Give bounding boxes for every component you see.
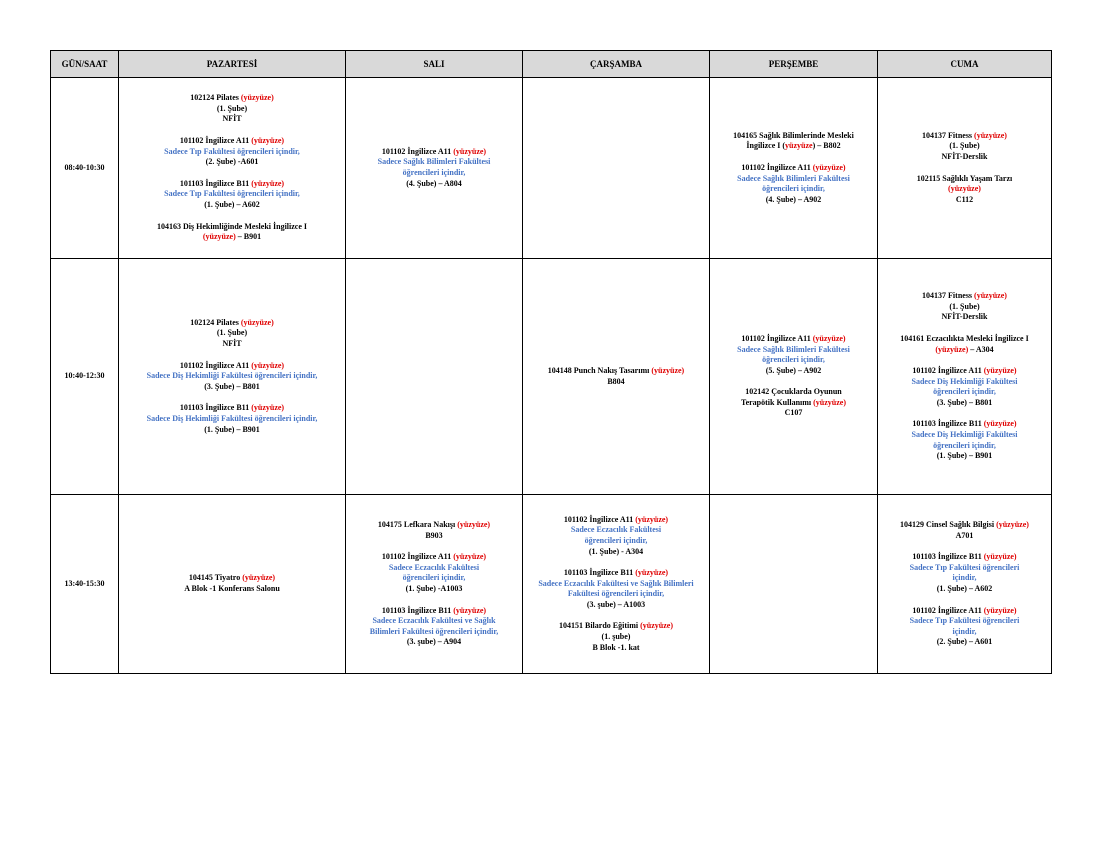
course-line (122, 318, 342, 329)
course-line (881, 520, 1048, 531)
cell-tuesday (346, 78, 523, 259)
course-line (122, 328, 342, 339)
course-entry (881, 366, 1048, 408)
course-line (122, 584, 342, 595)
course-line (881, 152, 1048, 163)
mode-text: (yüzyüze) (812, 333, 846, 343)
weekly-schedule-table (50, 50, 1052, 674)
mode-text: (yüzyüze) (635, 514, 669, 524)
course-text: ) – B802 (812, 141, 841, 151)
course-line (526, 621, 706, 632)
mode-text: (yüzyüze) (813, 397, 847, 407)
course-line (713, 366, 874, 377)
course-text: (2. Şube) – A601 (936, 637, 993, 647)
course-line (713, 398, 874, 409)
time-slot: 08:40-10:30 (51, 78, 119, 259)
eligibility-note: Sadece Diş Hekimliği Fakültesi (911, 376, 1018, 386)
cell-thursday (710, 78, 878, 259)
course-line (881, 377, 1048, 388)
eligibility-note: Sadece Sağlık Bilimleri Fakültesi (737, 173, 850, 183)
eligibility-note: Sadece Eczacılık Fakültesi (388, 562, 480, 572)
course-text: C107 (784, 408, 803, 418)
course-text: 102124 Pilates (190, 317, 241, 327)
header-tuesday: SALI (346, 51, 523, 78)
cell-wednesday (523, 78, 710, 259)
eligibility-note: Sadece Sağlık Bilimleri Fakültesi (377, 157, 491, 167)
course-text: 101102 İngilizce A11 (179, 136, 252, 146)
header-wednesday: ÇARŞAMBA (523, 51, 710, 78)
course-text: 102142 Çocuklarda Oyunun (745, 387, 842, 397)
schedule-row-2 (51, 495, 1052, 674)
course-text: 101103 İngilizce B11 (179, 403, 252, 413)
course-line (526, 632, 706, 643)
course-line (349, 168, 519, 179)
course-entry (881, 606, 1048, 648)
course-text: (4. Şube) – A902 (765, 194, 822, 204)
course-entry (881, 291, 1048, 323)
course-text: – A304 (968, 344, 994, 354)
course-text: (1. Şube) – B901 (936, 451, 993, 461)
eligibility-note: Sadece Tıp Fakültesi öğrencileri içindir, (164, 146, 300, 156)
course-entry (526, 366, 706, 387)
mode-text: (yüzyüze) (974, 130, 1007, 140)
cell-tuesday (346, 495, 523, 674)
mode-text: (yüzyüze) (948, 184, 981, 194)
course-line (881, 141, 1048, 152)
course-line (713, 184, 874, 195)
course-text: 101103 İngilizce B11 (179, 178, 252, 188)
course-text: (1. şube) (601, 632, 631, 642)
course-entry (349, 520, 519, 541)
course-line (881, 312, 1048, 323)
eligibility-note: Sadece Diş Hekimliği Fakültesi (911, 430, 1018, 440)
eligibility-note: öğrencileri içindir, (933, 440, 996, 450)
mode-text: (yüzyüze) (640, 621, 673, 631)
course-line (881, 195, 1048, 206)
eligibility-note: Sadece Sağlık Bilimleri Fakültesi (737, 344, 850, 354)
course-entry (122, 179, 342, 211)
course-line (881, 430, 1048, 441)
course-line (122, 361, 342, 372)
cell-thursday (710, 259, 878, 495)
mode-text: (yüzyüze) (974, 291, 1007, 301)
course-line (122, 414, 342, 425)
course-line (526, 536, 706, 547)
course-entry (881, 419, 1048, 461)
course-entry (122, 136, 342, 168)
course-line (881, 291, 1048, 302)
time-slot: 10:40-12:30 (51, 259, 119, 495)
course-line (349, 637, 519, 648)
course-text: 104129 Cinsel Sağlık Bilgisi (900, 520, 997, 530)
header-thursday: PERŞEMBE (710, 51, 878, 78)
course-text: 101103 İngilizce B11 (912, 419, 984, 429)
course-line (122, 382, 342, 393)
course-text: (1. Şube) -A1003 (405, 584, 463, 593)
eligibility-note: Sadece Eczacılık Fakültesi ve Sağlık (372, 616, 496, 626)
cell-thursday (710, 495, 878, 674)
course-line (881, 441, 1048, 452)
course-line (713, 141, 874, 152)
mode-text: (yüzyüze) (453, 146, 487, 156)
course-line (713, 195, 874, 206)
course-text: (1. Şube) (216, 328, 248, 338)
course-text: 104148 Punch Nakış Tasarımı (547, 365, 652, 375)
course-entry (881, 334, 1048, 355)
course-line (122, 403, 342, 414)
mode-text: (yüzyüze) (240, 93, 274, 103)
course-line (122, 573, 342, 584)
course-entry (881, 131, 1048, 163)
course-line (713, 163, 874, 174)
course-text: 101103 İngilizce B11 (381, 605, 454, 615)
course-line (881, 637, 1048, 648)
course-line (881, 184, 1048, 195)
course-line (881, 606, 1048, 617)
course-text: A Blok -1 Konferans Salonu (184, 584, 280, 593)
eligibility-note: Sadece Eczacılık Fakültesi ve Sağlık Bilimleri Fakültesi öğrencileri içindir, (538, 578, 694, 599)
mode-text: (yüzyüze) (983, 552, 1017, 562)
course-line (122, 222, 342, 233)
course-line (122, 189, 342, 200)
course-line (881, 584, 1048, 595)
mode-text: (yüzyüze) (996, 520, 1029, 530)
cell-friday (878, 78, 1052, 259)
course-text: (1. Şube) (949, 141, 980, 151)
header-day-time: GÜN/SAAT (51, 51, 119, 78)
course-line (713, 174, 874, 185)
course-entry (526, 568, 706, 610)
course-line (881, 531, 1048, 542)
course-line (122, 157, 342, 168)
mode-text: (yüzyüze) (251, 136, 285, 146)
course-line (526, 600, 706, 611)
course-line (349, 531, 519, 542)
course-line (526, 568, 706, 579)
course-line (881, 131, 1048, 142)
mode-text: (yüzyüze) (635, 568, 669, 578)
course-text: 104137 Fitness (922, 130, 975, 140)
mode-text: (yüzyüze) (457, 520, 491, 530)
course-line (526, 547, 706, 558)
course-entry (526, 515, 706, 557)
course-text: 104161 Eczacılıkta Mesleki İngilizce I (900, 333, 1029, 343)
course-entry (122, 361, 342, 393)
course-text: (5. Şube) – A902 (765, 365, 822, 375)
course-line (526, 515, 706, 526)
course-text: 102124 Pilates (190, 93, 241, 103)
mode-text: (yüzyüze) (453, 552, 487, 562)
course-line (526, 377, 706, 388)
course-text: 101102 İngilizce A11 (741, 162, 813, 172)
cell-wednesday (523, 495, 710, 674)
eligibility-note: Sadece Diş Hekimliği Fakültesi öğrencileri içindir, (146, 413, 318, 423)
mode-text: (yüzyüze) (983, 366, 1017, 376)
cell-wednesday (523, 259, 710, 495)
course-text: (1. Şube) – B901 (204, 424, 260, 434)
course-line (349, 627, 519, 638)
course-text: 104175 Lefkara Nakışı (377, 520, 458, 530)
course-text: B804 (607, 376, 625, 386)
course-line (881, 345, 1048, 356)
course-text: (1. Şube) - A304 (588, 546, 644, 556)
eligibility-note: içindir, (952, 626, 977, 636)
course-text: 102115 Sağlıklı Yaşam Tarzı (916, 173, 1013, 183)
course-text: NFİT-Derslik (941, 151, 988, 161)
course-line (881, 387, 1048, 398)
course-line (713, 131, 874, 142)
mode-text: (yüzyüze) (983, 605, 1017, 615)
mode-text: yüzyüze (785, 141, 813, 151)
course-entry (713, 387, 874, 419)
course-entry (122, 318, 342, 350)
course-line (349, 606, 519, 617)
mode-text: (yüzyüze) (935, 344, 969, 354)
course-line (349, 584, 519, 595)
course-text: (1. Şube) (216, 103, 248, 113)
course-text: (1. Şube) – A602 (204, 199, 260, 209)
course-text: B Blok -1. kat (592, 642, 640, 652)
course-entry (526, 621, 706, 653)
course-entry (122, 403, 342, 435)
eligibility-note: Bilimleri Fakültesi öğrencileri içindir, (369, 626, 499, 636)
course-text: (4. Şube) – A804 (406, 178, 462, 188)
course-text: 101102 İngilizce A11 (912, 366, 984, 376)
course-text: NFİT (222, 114, 242, 124)
course-line (122, 93, 342, 104)
course-line (122, 232, 342, 243)
mode-text: (yüzyüze) (453, 605, 487, 615)
course-entry (122, 222, 342, 243)
course-line (526, 579, 706, 600)
course-text: – B901 (235, 232, 262, 242)
course-line (713, 355, 874, 366)
header-friday: CUMA (878, 51, 1052, 78)
course-entry (349, 606, 519, 648)
course-text: 104145 Tiyatro (188, 573, 243, 583)
course-line (881, 451, 1048, 462)
mode-text: (yüzyüze) (251, 178, 285, 188)
cell-monday (119, 78, 346, 259)
course-line (881, 563, 1048, 574)
cell-friday (878, 495, 1052, 674)
course-entry (349, 147, 519, 189)
course-text: 104163 Diş Hekimliğinde Mesleki İngilizce I (157, 221, 307, 231)
course-line (122, 179, 342, 190)
course-line (122, 136, 342, 147)
course-text: C112 (955, 194, 974, 204)
course-line (881, 398, 1048, 409)
course-line (122, 425, 342, 436)
course-line (881, 616, 1048, 627)
course-line (526, 643, 706, 654)
course-line (881, 302, 1048, 313)
mode-text: (yüzyüze) (651, 365, 685, 375)
course-text: (3. şube) – A904 (406, 637, 462, 647)
cell-monday (119, 495, 346, 674)
course-line (881, 419, 1048, 430)
course-text: (1. Şube) (949, 301, 980, 311)
course-text: 101102 İngilizce A11 (563, 514, 636, 524)
course-line (713, 408, 874, 419)
course-line (349, 563, 519, 574)
eligibility-note: öğrencileri içindir, (933, 387, 996, 397)
course-text: (3. Şube) – B801 (936, 397, 993, 407)
mode-text: (yüzyüze) (202, 232, 236, 242)
course-line (881, 366, 1048, 377)
course-text: 101102 İngilizce A11 (179, 360, 252, 370)
course-entry (713, 334, 874, 376)
course-line (713, 334, 874, 345)
header-row (51, 51, 1052, 78)
course-text: 101103 İngilizce B11 (563, 568, 636, 578)
course-text: 101102 İngilizce A11 (912, 605, 984, 615)
header-monday: PAZARTESİ (119, 51, 346, 78)
course-line (349, 147, 519, 158)
course-entry (122, 93, 342, 125)
time-slot: 13:40-15:30 (51, 495, 119, 674)
schedule-row-0 (51, 78, 1052, 259)
course-text: (2. Şube) -A601 (205, 157, 259, 167)
course-line (349, 573, 519, 584)
course-line (881, 627, 1048, 638)
course-text: 101102 İngilizce A11 (381, 552, 454, 562)
course-line (122, 200, 342, 211)
course-text: 101102 İngilizce A11 (741, 333, 813, 343)
eligibility-note: Sadece Tıp Fakültesi öğrencileri (909, 616, 1020, 626)
course-entry (881, 174, 1048, 206)
course-line (349, 552, 519, 563)
course-line (526, 525, 706, 536)
course-text: B903 (425, 530, 443, 540)
course-text: 104165 Sağlık Bilimlerinde Mesleki (733, 130, 854, 140)
course-entry (122, 573, 342, 594)
course-line (122, 371, 342, 382)
eligibility-note: öğrencileri içindir, (402, 573, 466, 583)
course-text: İngilizce I ( (746, 141, 786, 151)
course-line (349, 179, 519, 190)
eligibility-note: içindir, (952, 573, 977, 583)
course-line (713, 345, 874, 356)
course-entry (881, 520, 1048, 541)
course-line (349, 157, 519, 168)
course-line (122, 114, 342, 125)
course-line (881, 174, 1048, 185)
course-text: 104151 Bilardo Eğitimi (558, 621, 641, 631)
course-text: 101102 İngilizce A11 (381, 146, 454, 156)
mode-text: (yüzyüze) (251, 403, 285, 413)
course-entry (349, 552, 519, 594)
course-line (881, 573, 1048, 584)
course-line (349, 520, 519, 531)
course-entry (881, 552, 1048, 594)
course-text: 104137 Fitness (922, 291, 975, 301)
course-text: (3. şube) – A1003 (586, 599, 646, 609)
schedule-row-1 (51, 259, 1052, 495)
cell-monday (119, 259, 346, 495)
mode-text: (yüzyüze) (251, 360, 285, 370)
eligibility-note: Sadece Tıp Fakültesi öğrencileri (909, 562, 1020, 572)
course-text: NFİT-Derslik (941, 312, 988, 322)
course-line (122, 104, 342, 115)
course-line (349, 616, 519, 627)
course-line (122, 339, 342, 350)
eligibility-note: öğrencileri içindir, (402, 168, 466, 177)
cell-friday (878, 259, 1052, 495)
course-text: 101103 İngilizce B11 (912, 552, 984, 562)
course-text: A701 (955, 530, 974, 540)
mode-text: (yüzyüze) (812, 162, 846, 172)
eligibility-note: Sadece Tıp Fakültesi öğrencileri içindir, (164, 189, 300, 199)
cell-tuesday (346, 259, 523, 495)
course-text: (3. Şube) – B801 (204, 381, 260, 391)
course-line (881, 334, 1048, 345)
course-text: (1. Şube) – A602 (936, 584, 993, 593)
course-line (122, 147, 342, 158)
course-text: NFİT (222, 339, 242, 349)
mode-text: (yüzyüze) (242, 573, 276, 583)
mode-text: (yüzyüze) (240, 317, 274, 327)
course-entry (713, 163, 874, 205)
mode-text: (yüzyüze) (983, 419, 1017, 429)
course-text: Terapötik Kullanımı (740, 397, 814, 407)
course-line (526, 366, 706, 377)
course-line (881, 552, 1048, 563)
eligibility-note: öğrencileri içindir, (762, 184, 825, 194)
eligibility-note: Sadece Eczacılık Fakültesi (570, 525, 662, 535)
course-entry (713, 131, 874, 152)
eligibility-note: Sadece Diş Hekimliği Fakültesi öğrencileri içindir, (146, 371, 318, 381)
eligibility-note: öğrencileri içindir, (584, 535, 648, 545)
eligibility-note: öğrencileri içindir, (762, 355, 825, 365)
course-line (713, 387, 874, 398)
